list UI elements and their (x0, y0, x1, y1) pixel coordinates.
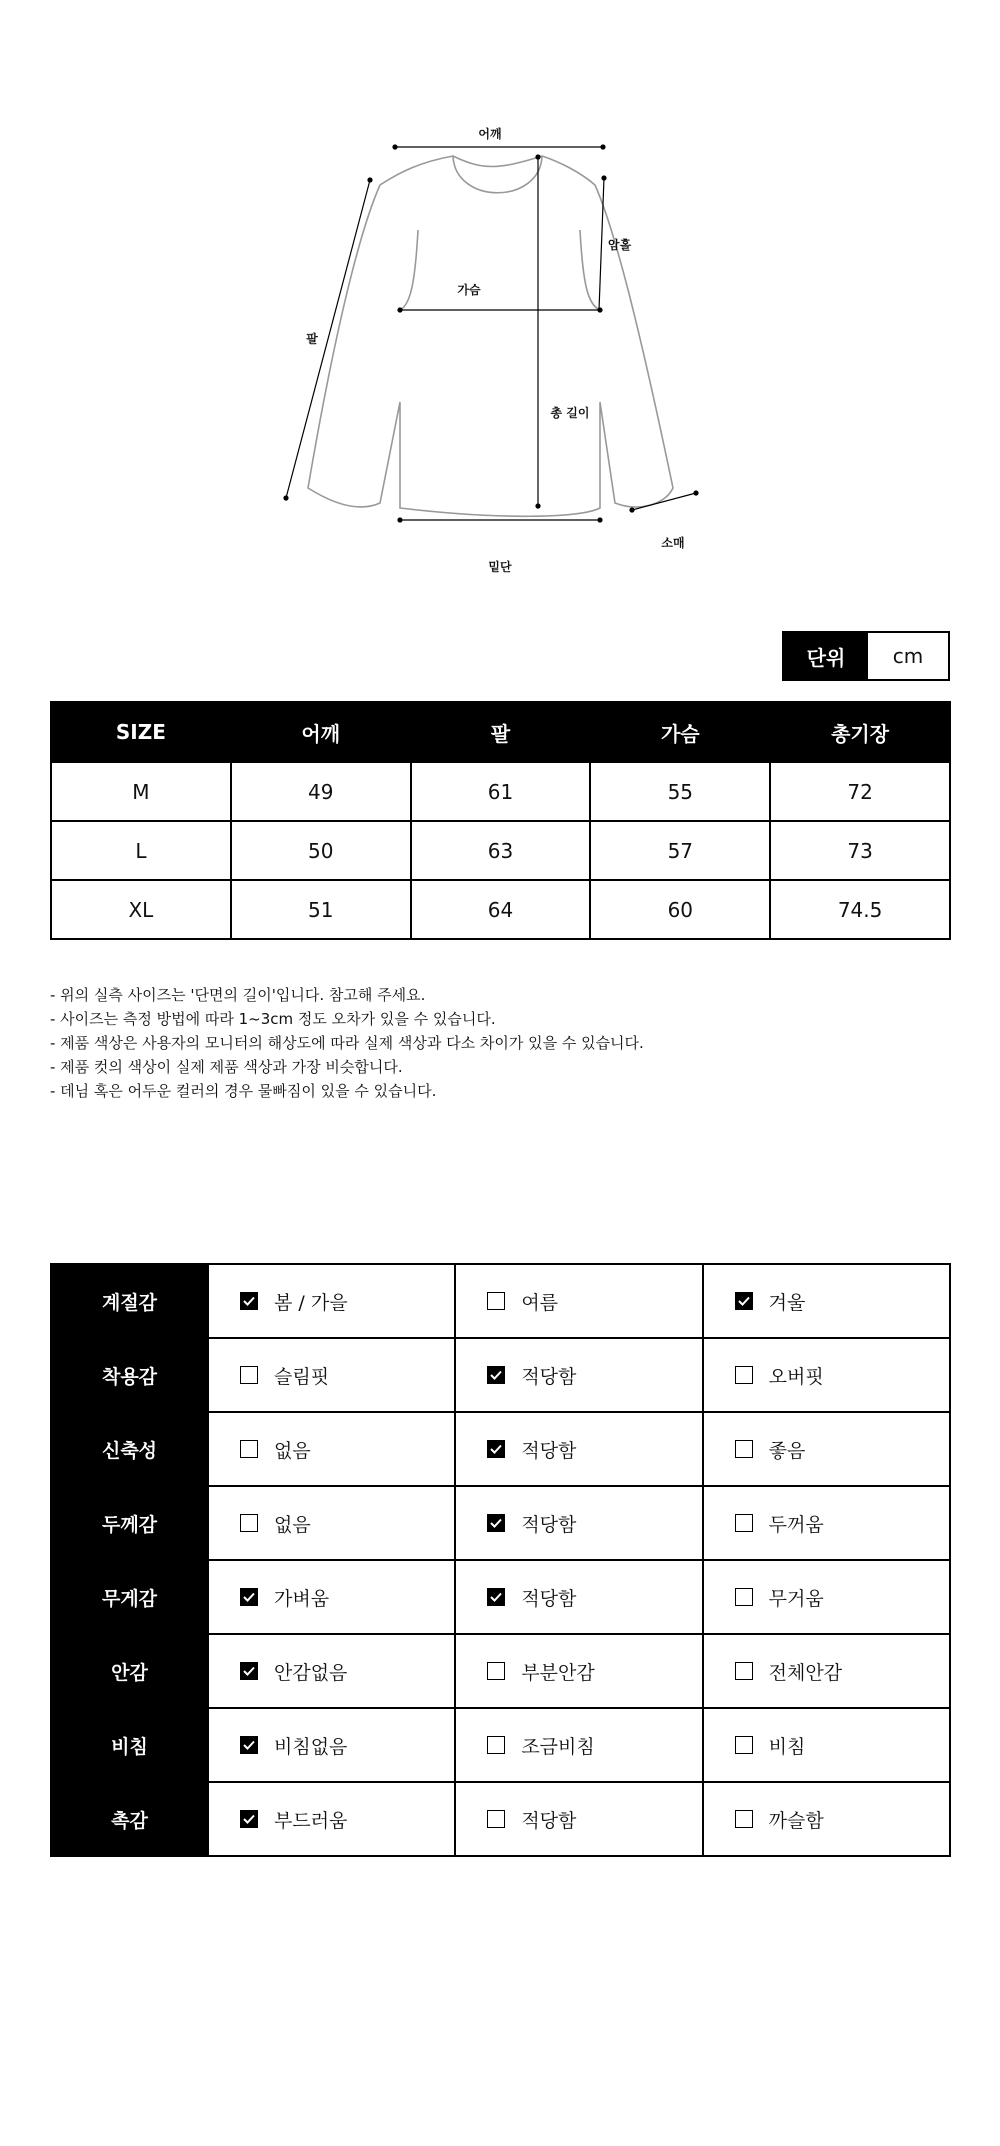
attribute-option-cell (208, 1708, 455, 1782)
checkbox-checked-icon (240, 1662, 258, 1680)
checkbox-unchecked-icon (735, 1736, 753, 1754)
option-label: 봄 / 가을 (274, 1291, 348, 1314)
note-line: - 제품 색상은 사용자의 모니터의 해상도에 따라 실제 색상과 다소 차이가 있을 수 있습니다. (50, 1034, 644, 1052)
attribute-option (705, 1288, 948, 1315)
attribute-option-cell (455, 1338, 702, 1412)
option-label: 전체안감 (768, 1661, 843, 1684)
attribute-name: 계절감 (51, 1264, 208, 1338)
unit-indicator (782, 631, 950, 681)
table-cell: 64 (411, 880, 591, 939)
unit-value: cm (892, 644, 924, 668)
table-row (51, 821, 950, 880)
attribute-row (51, 1412, 950, 1486)
option-label: 적당함 (521, 1513, 577, 1536)
attribute-option (210, 1732, 453, 1759)
table-cell: 63 (411, 821, 591, 880)
attribute-name: 촉감 (51, 1782, 208, 1856)
note-line: - 위의 실측 사이즈는 '단면의 길이'입니다. 참고해 주세요. (50, 986, 426, 1004)
attribute-option-cell (455, 1486, 702, 1560)
option-label: 적당함 (521, 1587, 577, 1610)
attribute-option (457, 1362, 700, 1389)
checkbox-checked-icon (240, 1292, 258, 1310)
attribute-option-cell (208, 1338, 455, 1412)
attribute-option (457, 1806, 700, 1833)
attribute-option (457, 1732, 700, 1759)
checkbox-unchecked-icon (240, 1366, 258, 1384)
attribute-row (51, 1264, 950, 1338)
table-cell: 72 (770, 762, 950, 821)
attribute-option-cell (208, 1560, 455, 1634)
table-cell: 50 (231, 821, 411, 880)
table-cell: M (51, 762, 231, 821)
attribute-option-cell (455, 1412, 702, 1486)
attribute-option (705, 1436, 948, 1463)
table-cell: 49 (231, 762, 411, 821)
checkbox-unchecked-icon (735, 1810, 753, 1828)
attribute-option-cell (208, 1634, 455, 1708)
attribute-option-cell (208, 1264, 455, 1338)
attribute-option-cell (455, 1782, 702, 1856)
size-table-header (51, 702, 950, 762)
option-label: 오버핏 (768, 1365, 824, 1388)
option-label: 조금비침 (521, 1735, 595, 1758)
checkbox-checked-icon (240, 1588, 258, 1606)
table-row (51, 880, 950, 939)
checkbox-checked-icon (487, 1366, 505, 1384)
checkbox-unchecked-icon (735, 1366, 753, 1384)
checkbox-unchecked-icon (735, 1514, 753, 1532)
checkbox-unchecked-icon (735, 1588, 753, 1606)
checkbox-checked-icon (487, 1514, 505, 1532)
option-label: 부드러움 (274, 1809, 348, 1832)
option-label: 부분안감 (521, 1661, 595, 1684)
attribute-option-cell (703, 1782, 950, 1856)
attribute-name: 비침 (51, 1708, 208, 1782)
label-cuff: 소매 (661, 536, 685, 550)
checkbox-checked-icon (487, 1440, 505, 1458)
checkbox-unchecked-icon (487, 1810, 505, 1828)
attribute-name: 두께감 (51, 1486, 208, 1560)
attribute-rows (51, 1264, 950, 1856)
checkbox-checked-icon (240, 1736, 258, 1754)
unit-label: 단위 (784, 633, 868, 679)
size-table (50, 701, 951, 940)
attribute-row (51, 1634, 950, 1708)
attribute-option (705, 1510, 948, 1537)
attribute-option (210, 1584, 453, 1611)
attribute-option (210, 1510, 453, 1537)
option-label: 없음 (274, 1513, 311, 1536)
checkbox-unchecked-icon (487, 1662, 505, 1680)
note-line: - 사이즈는 측정 방법에 따라 1~3cm 정도 오차가 있을 수 있습니다. (50, 1010, 496, 1028)
sweater-outline (260, 110, 730, 590)
label-shoulder: 어깨 (478, 127, 502, 141)
attribute-option-cell (455, 1708, 702, 1782)
checkbox-unchecked-icon (487, 1292, 505, 1310)
attribute-option-cell (703, 1708, 950, 1782)
attribute-option (705, 1584, 948, 1611)
attribute-row (51, 1708, 950, 1782)
checkbox-unchecked-icon (735, 1662, 753, 1680)
label-sleeve: 팔 (306, 332, 318, 346)
option-label: 슬림핏 (274, 1365, 330, 1388)
attribute-option (210, 1806, 453, 1833)
attribute-option (705, 1658, 948, 1685)
attribute-option-cell (703, 1338, 950, 1412)
option-label: 무거움 (768, 1587, 824, 1610)
checkbox-unchecked-icon (240, 1440, 258, 1458)
option-label: 까슬함 (768, 1809, 824, 1832)
attribute-option-cell (703, 1264, 950, 1338)
option-label: 두꺼움 (768, 1513, 824, 1536)
attribute-option (210, 1658, 453, 1685)
note-line: - 제품 컷의 색상이 실제 제품 색상과 가장 비슷합니다. (50, 1058, 403, 1076)
checkbox-unchecked-icon (487, 1736, 505, 1754)
attribute-name: 무게감 (51, 1560, 208, 1634)
option-label: 비침없음 (274, 1735, 348, 1758)
attribute-name: 신축성 (51, 1412, 208, 1486)
label-total-length: 총 길이 (550, 406, 590, 420)
attribute-option-cell (703, 1486, 950, 1560)
attribute-option (457, 1658, 700, 1685)
option-label: 비침 (768, 1735, 806, 1758)
attribute-option (457, 1584, 700, 1611)
attribute-option-cell (455, 1264, 702, 1338)
product-attribute-table (50, 1263, 951, 1857)
garment-measurement-diagram (260, 110, 730, 590)
option-label: 좋음 (768, 1439, 806, 1462)
option-label: 겨울 (768, 1291, 806, 1314)
table-cell: 57 (590, 821, 770, 880)
attribute-option (210, 1436, 453, 1463)
header-size: SIZE (51, 702, 231, 762)
attribute-option (210, 1362, 453, 1389)
table-cell: 55 (590, 762, 770, 821)
option-label: 적당함 (521, 1809, 577, 1832)
attribute-option (705, 1806, 948, 1833)
attribute-name: 착용감 (51, 1338, 208, 1412)
note-line: - 데님 혹은 어두운 컬러의 경우 물빠짐이 있을 수 있습니다. (50, 1082, 437, 1100)
checkbox-checked-icon (487, 1588, 505, 1606)
size-notes (50, 983, 950, 1103)
attribute-row (51, 1486, 950, 1560)
checkbox-unchecked-icon (735, 1440, 753, 1458)
table-cell: 51 (231, 880, 411, 939)
table-cell: XL (51, 880, 231, 939)
label-chest: 가슴 (457, 283, 481, 297)
attribute-row (51, 1782, 950, 1856)
attribute-name: 안감 (51, 1634, 208, 1708)
table-cell: 74.5 (770, 880, 950, 939)
attribute-option-cell (455, 1560, 702, 1634)
label-armhole: 암홀 (608, 238, 632, 252)
label-hem: 밑단 (488, 560, 512, 574)
checkbox-checked-icon (240, 1810, 258, 1828)
attribute-option-cell (703, 1412, 950, 1486)
option-label: 적당함 (521, 1439, 577, 1462)
option-label: 없음 (274, 1439, 311, 1462)
attribute-option-cell (455, 1634, 702, 1708)
checkbox-unchecked-icon (240, 1514, 258, 1532)
attribute-option-cell (703, 1634, 950, 1708)
attribute-option (457, 1510, 700, 1537)
attribute-option-cell (703, 1560, 950, 1634)
table-cell: 60 (590, 880, 770, 939)
option-label: 여름 (521, 1291, 559, 1314)
table-row (51, 762, 950, 821)
header-shoulder: 어깨 (231, 702, 411, 762)
table-cell: L (51, 821, 231, 880)
attribute-option-cell (208, 1412, 455, 1486)
table-cell: 61 (411, 762, 591, 821)
option-label: 안감없음 (274, 1661, 348, 1684)
attribute-option (705, 1362, 948, 1389)
attribute-option (457, 1436, 700, 1463)
checkbox-checked-icon (735, 1292, 753, 1310)
attribute-row (51, 1560, 950, 1634)
attribute-option-cell (208, 1782, 455, 1856)
option-label: 가벼움 (274, 1587, 330, 1610)
attribute-option (210, 1288, 453, 1315)
attribute-option (705, 1732, 948, 1759)
header-total-length: 총기장 (770, 702, 950, 762)
option-label: 적당함 (521, 1365, 577, 1388)
header-sleeve: 팔 (411, 702, 591, 762)
attribute-option (457, 1288, 700, 1315)
attribute-row (51, 1338, 950, 1412)
table-cell: 73 (770, 821, 950, 880)
header-chest: 가슴 (590, 702, 770, 762)
attribute-option-cell (208, 1486, 455, 1560)
